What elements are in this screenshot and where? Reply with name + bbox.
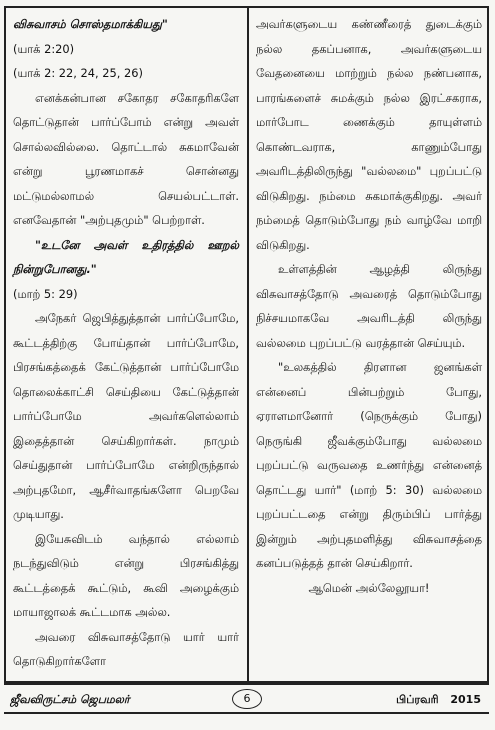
- right-paragraph-4: ஆமென் அல்லேலூயா!: [308, 580, 430, 595]
- magazine-title: ஜீவவிருட்சம் ஜெபமலர்: [10, 693, 130, 706]
- issue-year: 2015: [450, 693, 481, 706]
- page-number: 6: [232, 689, 262, 709]
- left-paragraph-2: (யாக் 2:20): [13, 41, 75, 56]
- left-paragraph-4: எனக்கன்பான சகோதர சகோதரிகளே தொட்டுதான் பார்ப்போம் என்று அவள் சொல்லவில்லை. தொட்டால் சுகமாவேன் என்று பூரணமாகச் சொன்னது மட்டுமல்லாமல் செயல்பட்டாள். எனவேதான் "அற்புதமும்" பெற்றாள்.: [13, 90, 239, 227]
- left-paragraph-9: அவரை விசுவாசத்தோடு யார் யார் தொடுகிறார்களோ: [13, 629, 239, 668]
- right-column: [256, 12, 482, 600]
- right-paragraph-2: உள்ளத்தின் ஆழத்தி லிருந்து விசுவாசத்தோடு அவரைத் தொடும்போது நிச்சயமாகவே அவரிடத்தி லிருந்து வல்லமை புறப்பட்டு வரத்தான் செய்யும்.: [256, 262, 482, 350]
- issue-month: பிப்ரவரி: [396, 693, 439, 706]
- left-paragraph-5: "உடனே அவள் உதிரத்தில் ஊறல் நின்றுபோனது.": [13, 237, 239, 276]
- right-paragraph-3: "உலகத்தில் திரளான ஜனங்கள் என்னைப் பின்பற்றும் போது, ஏராளமானோர் (நெருக்கும் போது) நெருங்கி ஜீவக்கும்போது வல்லமை புறப்பட்டு வருவதை உணர்ந்து என்னைத் தொட்டது யார்" (மாற் 5: 30) வல்லமை புறப்பட்டதை என்று திரும்பிப் பார்த்து இன்றும் அற்புதமளித்து விசுவாசத்தை கனப்படுத்தத் தான் செய்கிறார்.: [256, 360, 482, 570]
- left-paragraph-7: அநேகர் ஜெபித்துத்தான் பார்ப்போமே, கூட்டத்திற்கு போய்தான் பார்ப்போமே, பிரசங்கத்தைக் கேட்டுத்தான் பார்ப்போமே தொலைக்காட்சி செய்தியை கேட்டுத்தான் பார்ப்போமே அவர்களெல்லாம் இதைத்தான் செய்கிறார்கள். நாமும் செய்துதான் பார்ப்போமே என்றிருந்தால் அற்புதமோ, ஆசீர்வாதங்களோ பெறவே முடியாது.: [13, 311, 239, 521]
- left-paragraph-8: இயேசுவிடம் வந்தால் எல்லாம் நடந்துவிடும் என்று பிரசங்கித்து கூட்டத்தைக் கூட்டும், கூவி அழைக்கும் மாயாஜாலக் கூட்டமாக அல்ல.: [13, 531, 239, 619]
- footer-rule: [4, 683, 489, 685]
- footer-bottom-rule: [4, 712, 489, 714]
- issue-date: [396, 693, 481, 708]
- left-column: [13, 12, 239, 674]
- left-paragraph-6: (மாற் 5: 29): [13, 286, 78, 301]
- column-divider: [247, 6, 249, 683]
- left-paragraph-1: விசுவாசம் சொஸ்தமாக்கியது": [13, 17, 168, 31]
- left-paragraph-3: (யாக் 2: 22, 24, 25, 26): [13, 66, 143, 80]
- right-paragraph-1: அவர்களுடைய கண்ணீரைத் துடைக்கும் நல்ல தகப்பனாக, அவர்களுடைய வேதனையை மாற்றும் நல்ல நண்பனாக, பாரங்களைச் சுமக்கும் நல்ல இரட்சகராக, மார்போட ணைக்கும் தாயுள்ளம் கொண்டவராக, காணும்போது அவரிடத்திலிருந்து "வல்லமை" புறப்பட்டு விடுகிறது. நம்மை சுகமாக்குகிறது. அவர் நம்மைத் தொடும்போது நம் வாழ்வே மாறி விடுகிறது.: [256, 17, 482, 252]
